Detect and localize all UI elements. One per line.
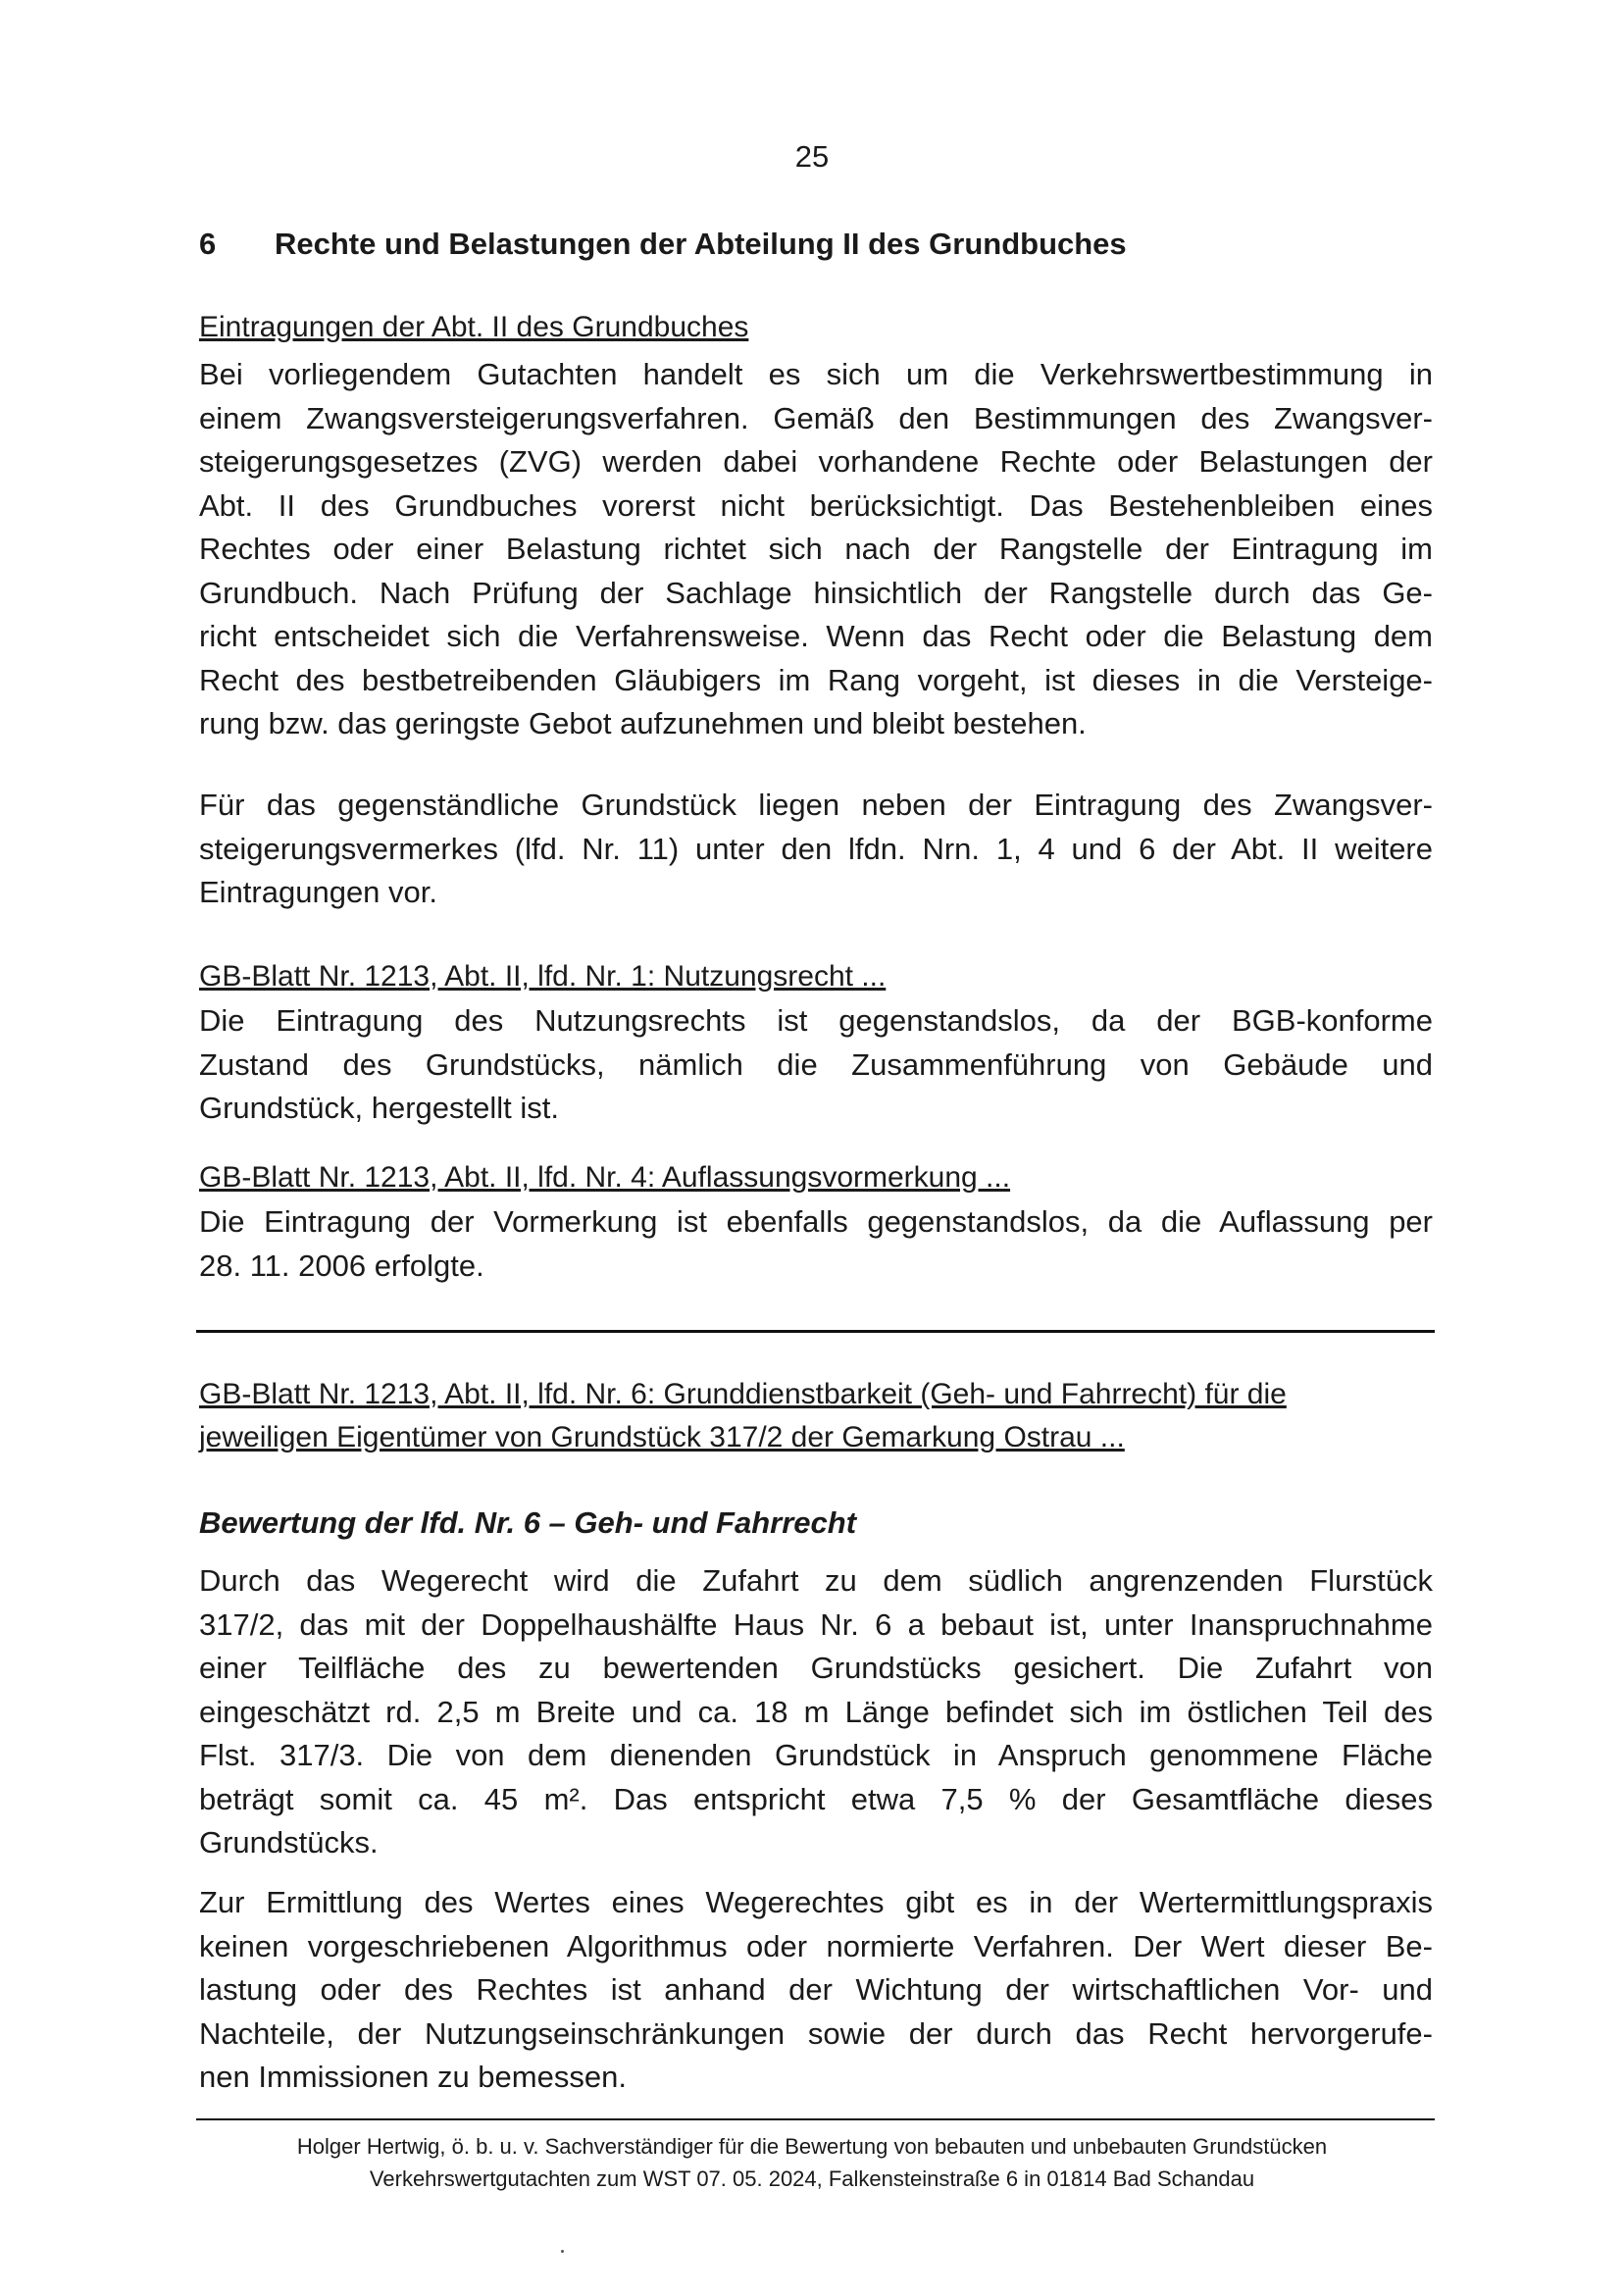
text-line: nen Immissionen zu bemessen. bbox=[199, 2060, 627, 2094]
text-line: Grundstück, hergestellt ist. bbox=[199, 1091, 559, 1125]
text-line: Zustand des Grundstücks, nämlich die Zusammenführung von Gebäude und bbox=[199, 1046, 1433, 1082]
text-line: Die Eintragung der Vormerkung ist ebenfalls gegenstandslos, da die Auflassung per bbox=[199, 1204, 1433, 1239]
text-line: einer Teilfläche des zu bewertenden Grundstücks gesichert. Die Zufahrt von bbox=[199, 1651, 1433, 1685]
text-line: Nachteile, der Nutzungseinschränkungen sowie der durch das Recht hervorgerufe- bbox=[199, 2015, 1433, 2051]
page-number: 25 bbox=[794, 139, 830, 174]
text-line: Abt. II des Grundbuches vorerst nicht berücksichtigt. Das Bestehenbleiben eines bbox=[199, 487, 1433, 523]
text-line: eingeschätzt rd. 2,5 m Breite und ca. 18 m Länge befindet sich im östlichen Teil des bbox=[199, 1694, 1433, 1729]
text-line: Eintragungen vor. bbox=[199, 875, 438, 909]
subheading-entry-4: GB-Blatt Nr. 1213, Abt. II, lfd. Nr. 4: Auflassungsvormerkung ... bbox=[199, 1161, 1011, 1194]
text-line: Bei vorliegendem Gutachten handelt es sich um die Verkehrswertbestimmung in bbox=[199, 357, 1433, 391]
section-heading bbox=[199, 227, 1127, 262]
subheading-line: jeweiligen Eigentümer von Grundstück 317/2 der Gemarkung Ostrau ... bbox=[199, 1421, 1125, 1453]
text-line: Durch das Wegerecht wird die Zufahrt zu dem südlich angrenzenden Flurstück bbox=[199, 1563, 1433, 1598]
text-line: beträgt somit ca. 45 m². Das entspricht etwa 7,5 % der Gesamtfläche dieses bbox=[199, 1781, 1433, 1816]
scan-speck bbox=[561, 2250, 564, 2253]
section-title: Rechte und Belastungen der Abteilung II des Grundbuches bbox=[275, 227, 1127, 261]
page-footer bbox=[0, 2130, 1624, 2195]
text-line: keinen vorgeschriebenen Algorithmus oder normierte Verfahren. Der Wert dieser Be- bbox=[199, 1928, 1433, 1963]
footer-line: Verkehrswertgutachten zum WST 07. 05. 2024, Falkensteinstraße 6 in 01814 Bad Schandau bbox=[369, 2166, 1255, 2191]
text-line: Grundstücks. bbox=[199, 1825, 379, 1860]
text-line: steigerungsgesetzes (ZVG) werden dabei vorhandene Rechte oder Belastungen der bbox=[199, 444, 1433, 479]
text-line: 317/2, das mit der Doppelhaushälfte Haus Nr. 6 a bebaut ist, unter Inanspruchnahme bbox=[199, 1606, 1433, 1642]
text-line: 28. 11. 2006 erfolgte. bbox=[199, 1248, 484, 1283]
paragraph-right-of-way bbox=[199, 1559, 1433, 1865]
text-line: rung bzw. das geringste Gebot aufzunehmen und bleibt bestehen. bbox=[199, 706, 1087, 740]
text-line: steigerungsvermerkes (lfd. Nr. 11) unter den lfdn. Nrn. 1, 4 und 6 der Abt. II weitere bbox=[199, 831, 1433, 866]
paragraph-value-determination bbox=[199, 1881, 1433, 2100]
subheading-line: GB-Blatt Nr. 1213, Abt. II, lfd. Nr. 6: Grunddienstbarkeit (Geh- und Fahrrecht) für die bbox=[199, 1378, 1287, 1410]
text-line: Flst. 317/3. Die von dem dienenden Grundstück in Anspruch genommene Fläche bbox=[199, 1738, 1433, 1772]
text-line: Für das gegenständliche Grundstück liegen neben der Eintragung des Zwangsver- bbox=[199, 788, 1433, 822]
paragraph-intro bbox=[199, 353, 1433, 746]
subheading-entry-6 bbox=[199, 1373, 1287, 1459]
subheading-entry-1: GB-Blatt Nr. 1213, Abt. II, lfd. Nr. 1: Nutzungsrecht ... bbox=[199, 960, 887, 993]
footer-line: Holger Hertwig, ö. b. u. v. Sachverständiger für die Bewertung von bebauten und unbebauten Grundstücken bbox=[296, 2134, 1328, 2159]
text-line: Recht des bestbetreibenden Gläubigers im Rang vorgeht, ist dieses in die Versteige- bbox=[199, 662, 1433, 697]
text-line: Die Eintragung des Nutzungsrechts ist gegenstandslos, da der BGB-konforme bbox=[199, 1003, 1433, 1038]
separator-line bbox=[196, 1330, 1435, 1333]
text-line: lastung oder des Rechtes ist anhand der Wichtung der wirtschaftlichen Vor- und bbox=[199, 1972, 1433, 2007]
footer-rule bbox=[196, 2118, 1435, 2120]
subheading-entries: Eintragungen der Abt. II des Grundbuches bbox=[199, 311, 749, 343]
heading-valuation: Bewertung der lfd. Nr. 6 – Geh- und Fahrrecht bbox=[199, 1505, 857, 1540]
paragraph-entries-overview bbox=[199, 784, 1433, 915]
paragraph-entry-4 bbox=[199, 1200, 1433, 1288]
text-line: Rechtes oder einer Belastung richtet sich nach der Rangstelle der Eintragung im bbox=[199, 532, 1433, 566]
section-number: 6 bbox=[199, 227, 217, 261]
paragraph-entry-1 bbox=[199, 999, 1433, 1131]
text-line: einem Zwangsversteigerungsverfahren. Gemäß den Bestimmungen des Zwangsver- bbox=[199, 400, 1433, 435]
text-line: Grundbuch. Nach Prüfung der Sachlage hinsichtlich der Rangstelle durch das Ge- bbox=[199, 575, 1433, 610]
text-line: Zur Ermittlung des Wertes eines Wegerechtes gibt es in der Wertermittlungspraxis bbox=[199, 1885, 1433, 1919]
text-line: richt entscheidet sich die Verfahrensweise. Wenn das Recht oder die Belastung dem bbox=[199, 619, 1433, 653]
